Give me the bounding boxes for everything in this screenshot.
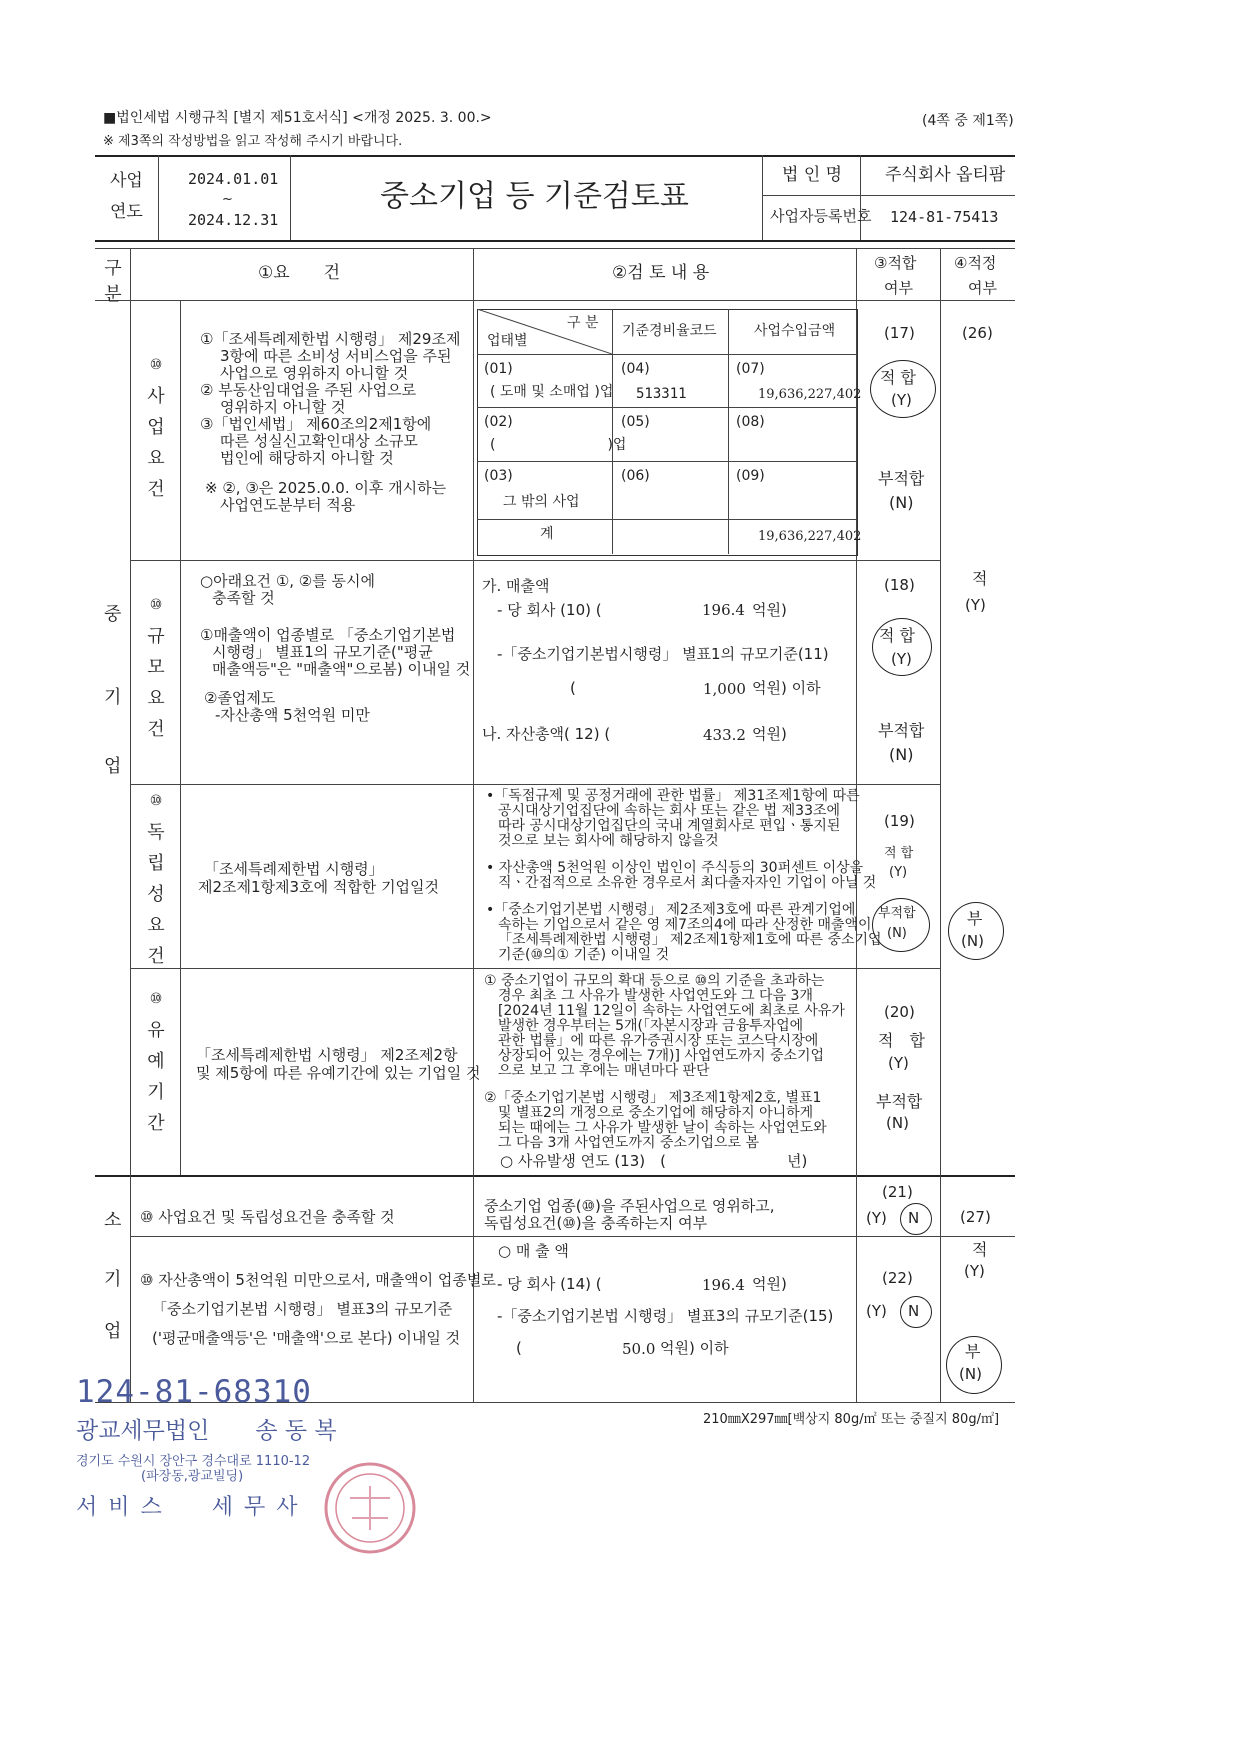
r103-ok: 적 합 <box>884 846 914 861</box>
r101-row3-code-no: (06) <box>621 468 650 484</box>
reg-no: 124-81-75413 <box>890 208 999 226</box>
stamp-firm: 광교세무법인 송 동 복 <box>76 1418 337 1444</box>
r102-std-open: ( <box>570 679 576 697</box>
r102-asset-value: 433.2 <box>703 726 746 744</box>
r101-total-label: 계 <box>540 526 554 542</box>
r101-ok-y: (Y) <box>891 391 912 409</box>
period-start: 2024.01.01 <box>188 170 279 188</box>
r101-row2-code-no: (05) <box>621 414 650 430</box>
r103-review: •「독점규제 및 공정거래에 관한 법률」 제31조제1항에 따른 공시대상기업집단에 속하는 회사 또는 같은 법 제33조에 따라 공시대상기업집단의 국내 계열회사로 편입ㆍ통지된 것으로 보는 회사에 해당하지 않을것 • 자산총액 5천억원 이상인 법인이 주식등의 30퍼센트 이상을 직ㆍ간접적으로 소유한 경우로서 최다출자자인 기업이 아닐 것 •「중소기업기본법 시행령」 제2조제3호에 따른 관계기업에 속하는 기업으로서 같은 영 제7조의4에 따라 산정한 매출액이 「조세특례제한법 시행령」 제2조제1항제1호에 따른 중소기업 기준(⑩의① 기준) 이내일 것 <box>486 788 882 963</box>
r106-own-value: 196.4 <box>702 1276 745 1294</box>
r103-result-no: (19) <box>884 812 915 830</box>
col-suitability-2: 여부 <box>884 279 913 297</box>
r102-std-value: 1,000 <box>703 680 746 698</box>
r106-adequacy-ng-n: (N) <box>959 1365 982 1383</box>
r103-ng: 부적합 <box>878 906 916 921</box>
stamp-address: 경기도 수원시 장안구 경수대로 1110-12 <box>76 1454 311 1469</box>
r103-ng-n: (N) <box>887 926 907 941</box>
col-suitability-1: ③적합 <box>874 254 917 272</box>
r103-label: ⑩ 독 립 성 요 건 <box>147 793 165 967</box>
period-tilde: ~ <box>222 192 233 207</box>
r103-requirement: 「조세특례제한법 시행령」 제2조제1항제3호에 적합한 기업일것 <box>198 860 440 896</box>
section-sme-1: 중 <box>104 604 122 625</box>
r106-std-unit: 억원) 이하 <box>660 1339 729 1357</box>
r106-result-no: (22) <box>882 1269 913 1287</box>
period-label-1: 사업 <box>110 171 143 191</box>
r102-ng: 부적합 <box>878 721 925 740</box>
r101-th-code: 기준경비율코드 <box>622 323 717 339</box>
r101-th-gubun: 구 분 <box>567 315 599 331</box>
r105-result-no: (21) <box>882 1183 913 1201</box>
r105-n: N <box>908 1209 920 1227</box>
stamp-address-2: (파장동,광교빌딩) <box>141 1469 244 1484</box>
r102-label: ⑩ 규 모 요 건 <box>147 597 165 740</box>
r103-adequacy: 부 <box>967 909 983 928</box>
r106-adequacy: 적 <box>972 1240 988 1259</box>
reg-no-label: 사업자등록번호 <box>770 207 872 225</box>
period-label-2: 연도 <box>110 202 143 222</box>
r106-std-value: 50.0 <box>622 1340 656 1358</box>
stamp-service: 서 비 스 세 무 사 <box>76 1495 300 1520</box>
r101-result-no: (17) <box>884 324 915 342</box>
col-gubun: 구 분 <box>104 258 122 305</box>
r101-row1-industry: ( 도매 및 소매업 )업 <box>490 384 614 400</box>
r101-row1-amt-no: (07) <box>736 361 765 377</box>
paper-spec: 210㎜X297㎜[백상지 80g/㎡ 또는 중질지 80g/㎡] <box>703 1412 1000 1427</box>
r106-sales-title: ○ 매 출 액 <box>498 1242 569 1260</box>
r104-review: ① 중소기업이 규모의 확대 등으로 ⑩의 기준을 초과하는 경우 최초 그 사유가 발생한 사업연도와 그 다음 3개 [2024년 11월 12일이 속하는 사업연도에 최초로 사유가 발생한 경우부터는 5개(「자본시장과 금융투자업에 관한 법률」에 따른 유가증권시장 또는 코스닥시장에 상장되어 있는 경우에는 7개)] 사업연도까지 중소기업 으로 보고 그 후에는 매년마다 판단 ②「중소기업기본법 시행령」 제3조제1항제2호, 별표1 및 별표2의 개정으로 중소기업에 해당하지 아니하게 되는 때에는 그 사유가 발생한 날이 속하는 사업연도와 그 다음 3개 사업연도까지 중소기업으로 봄 <box>484 973 845 1151</box>
r101-label: ⑩ 사 업 요 건 <box>147 357 165 500</box>
r106-n: N <box>908 1302 920 1320</box>
r106-y: (Y) <box>866 1302 887 1320</box>
r101-th-industry: 업태별 <box>487 333 528 349</box>
r102-adequacy-y: (Y) <box>965 596 986 614</box>
period-end: 2024.12.31 <box>188 211 279 229</box>
r102-asset-unit: 억원) <box>752 725 787 743</box>
r106-own-label: - 당 회사 (14) ( <box>497 1275 602 1293</box>
r103-adequacy-n: (N) <box>961 932 984 950</box>
section-small-2: 기 <box>104 1269 122 1290</box>
r102-ok: 적 합 <box>879 626 915 645</box>
r104-result-no: (20) <box>884 1003 915 1021</box>
r104-ok: 적 합 <box>878 1031 925 1050</box>
r101-ng-n: (N) <box>889 493 914 512</box>
r106-adequacy-ng: 부 <box>965 1342 981 1361</box>
r101-total-amount: 19,636,227,402 <box>758 529 862 544</box>
form-title: 중소기업 등 기준검토표 <box>380 179 689 214</box>
r101-row3-no: (03) <box>484 468 513 484</box>
stamp-reg-no: 124-81-68310 <box>76 1374 312 1410</box>
r102-own-value: 196.4 <box>702 601 745 619</box>
col-adequacy-1: ④적정 <box>954 254 997 272</box>
writing-note: ※ 제3쪽의 작성방법을 읽고 작성해 주시기 바랍니다. <box>103 134 403 149</box>
r102-own-unit: 억원) <box>752 601 787 619</box>
r102-asset-label: 나. 자산총액( 12) ( <box>482 725 611 743</box>
r106-adequacy-y: (Y) <box>964 1262 985 1280</box>
r102-adequacy: 적 <box>972 569 988 588</box>
r104-occur-unit: 년) <box>787 1152 808 1170</box>
section-small-3: 업 <box>104 1321 122 1342</box>
red-seal-icon <box>320 1458 420 1558</box>
r102-ok-y: (Y) <box>891 650 912 668</box>
r102-result-no: (18) <box>884 576 915 594</box>
r101-th-amount: 사업수입금액 <box>754 323 836 339</box>
col-review: ②검 토 내 용 <box>612 263 710 283</box>
section-sme-3: 업 <box>104 756 122 777</box>
r106-own-unit: 억원) <box>752 1275 787 1293</box>
section-sme-2: 기 <box>104 687 122 708</box>
r101-row2-industry: ( )업 <box>490 437 627 453</box>
r103-ok-y: (Y) <box>889 865 908 880</box>
r101-row2-no: (02) <box>484 414 513 430</box>
corp-name: 주식회사 옵티팜 <box>885 165 1006 185</box>
r104-ng: 부적합 <box>876 1092 923 1111</box>
r101-requirement: ①「조세특례제한법 시행령」 제29조제 3항에 따른 소비성 서비스업을 주된 사업으로 영위하지 아니할 것 ② 부동산임대업을 주된 사업으로 영위하지 아니할 것 ③「법인세법」 제60조의2제1항에 따른 성실신고확인대상 소규모 법인에 해당하지 아니할 것 ※ ②, ③은 2025.0.0. 이후 개시하는 사업연도분부터 적용 <box>200 330 461 514</box>
r101-adequacy-no: (26) <box>962 324 993 342</box>
r101-ng: 부적합 <box>878 469 925 488</box>
r105-adequacy-no: (27) <box>960 1208 991 1226</box>
r106-requirement: ⑩ 자산총액이 5천억원 미만으로서, 매출액이 업종별로 「중소기업기본법 시행령」 별표3의 규모기준 ('평균매출액등'은 '매출액'으로 본다) 이내일 것 <box>140 1271 496 1347</box>
r106-std-open: ( <box>516 1339 522 1357</box>
r101-row1-code-no: (04) <box>621 361 650 377</box>
r104-requirement: 「조세특례제한법 시행령」 제2조제2항 및 제5항에 따른 유예기간에 있는 기업일 것 <box>196 1046 481 1082</box>
r101-ok: 적 합 <box>880 368 916 387</box>
r102-own-label: - 당 회사 (10) ( <box>497 601 602 619</box>
r101-row1-code: 513311 <box>636 386 687 402</box>
r102-std-label: -「중소기업기본법시행령」 별표1의 규모기준(11) <box>497 645 829 663</box>
corp-name-label: 법 인 명 <box>782 165 843 185</box>
r101-row1-amount: 19,636,227,402 <box>758 387 862 402</box>
form-reference: ■법인세법 시행규칙 [별지 제51호서식] <개정 2025. 3. 00.> <box>103 110 492 126</box>
r102-requirement: ○아래요건 ①, ②를 동시에 충족할 것 ①매출액이 업종별로 「중소기업기본법 시행령」 별표1의 규모기준("평균 매출액등"은 "매출액"으로봄) 이내일 것 ②졸업제도 -자산총액 5천억원 미만 <box>200 572 471 724</box>
section-small-1: 소 <box>104 1210 122 1231</box>
col-adequacy-2: 여부 <box>968 279 997 297</box>
col-requirement: ①요 건 <box>258 263 341 283</box>
r104-ok-y: (Y) <box>888 1054 909 1072</box>
r101-row3-amt-no: (09) <box>736 468 765 484</box>
r104-label: ⑩ 유 예 기 간 <box>147 991 165 1134</box>
r101-row2-amt-no: (08) <box>736 414 765 430</box>
page-info: (4쪽 중 제1쪽) <box>922 113 1014 129</box>
r101-row1-no: (01) <box>484 361 513 377</box>
r102-sales-title: 가. 매출액 <box>482 577 550 595</box>
r102-ng-n: (N) <box>889 745 914 764</box>
r101-row3-industry: 그 밖의 사업 <box>503 494 580 510</box>
r105-y: (Y) <box>866 1209 887 1227</box>
r106-std-label: -「중소기업기본법 시행령」 별표3의 규모기준(15) <box>497 1307 834 1325</box>
r104-ng-n: (N) <box>886 1114 909 1132</box>
r104-occur-label: ○ 사유발생 연도 (13) ( <box>500 1152 666 1170</box>
r105-review: 중소기업 업종(⑩)을 주된사업으로 영위하고, 독립성요건(⑩)을 충족하는지 여부 <box>484 1197 775 1232</box>
r102-std-unit: 억원) 이하 <box>752 679 821 697</box>
r105-requirement: ⑩ 사업요건 및 독립성요건을 충족할 것 <box>140 1208 395 1226</box>
